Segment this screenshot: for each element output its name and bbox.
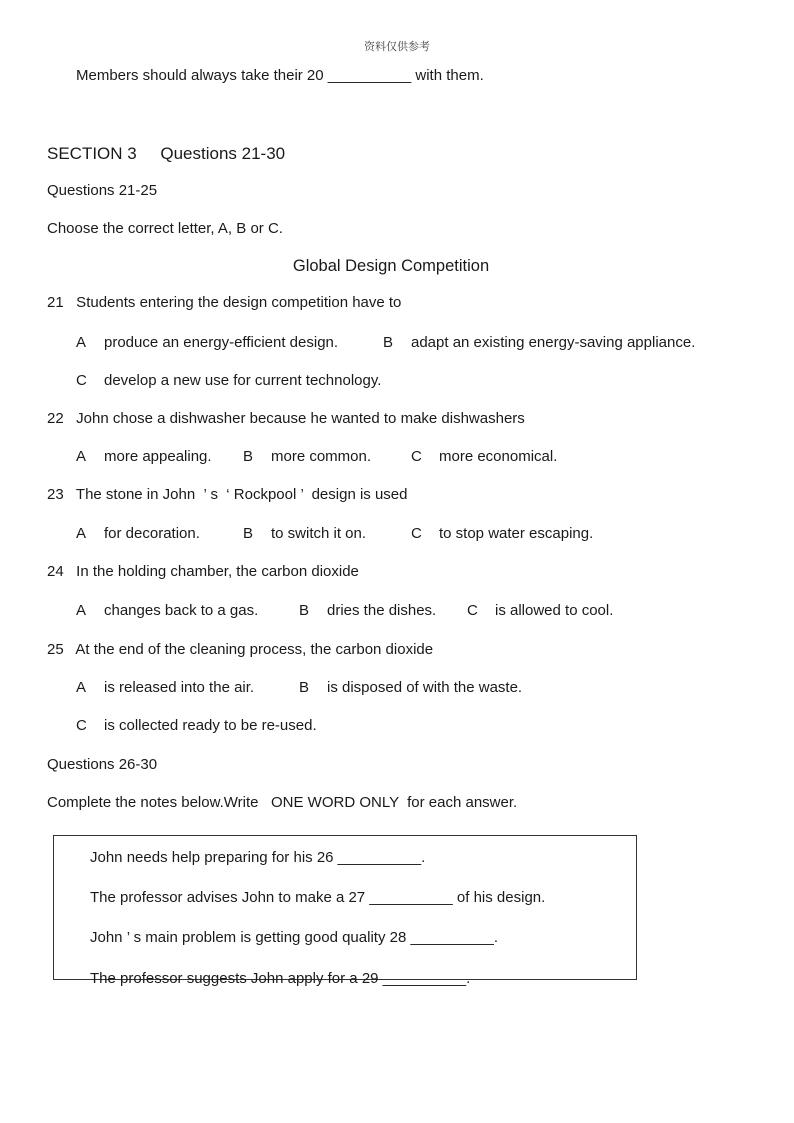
instructions-choose-letter: Choose the correct letter, A, B or C. [47,220,283,237]
option-letter: A [76,448,87,465]
question-24-option-c [467,602,613,619]
questions-26-30-label: Questions 26-30 [47,756,158,773]
question-22-option-c [411,448,557,465]
note-27: The professor advises John to make a 27 __________ of his design. [90,889,546,906]
note-29: The professor suggests John apply for a 29 __________. [90,970,471,987]
option-letter: B [299,602,310,619]
option-letter: C [467,602,478,619]
option-letter: A [76,602,87,619]
question-24-stem: 24 In the holding chamber, the carbon dioxide [47,563,359,580]
question-25-option-b [299,679,522,696]
option-text: more common. [271,448,372,465]
question-23-option-a [76,525,200,542]
question-21-stem: 21 Students entering the design competition have to [47,294,402,311]
option-text: more economical. [439,448,558,465]
option-letter: B [299,679,310,696]
option-text: is released into the air. [104,679,255,696]
option-text: is allowed to cool. [495,602,614,619]
questions-21-25-label: Questions 21-25 [47,182,158,199]
option-text: more appealing. [104,448,212,465]
option-letter: B [243,525,254,542]
question-24-option-a [76,602,258,619]
option-text: to stop water escaping. [439,525,594,542]
question-23-stem: 23 The stone in John ’ s ‘ Rockpool ’ design is used [47,486,408,503]
page-header-watermark: 资料仅供参考 [364,40,430,53]
question-21-option-c [76,372,381,389]
question-22-stem: 22 John chose a dishwasher because he wanted to make dishwashers [47,410,525,427]
question-23-option-c [411,525,593,542]
option-text: dries the dishes. [327,602,437,619]
question-21-option-b [383,334,695,351]
option-text: changes back to a gas. [104,602,259,619]
question-25-option-c [76,717,317,734]
option-text: is collected ready to be re-used. [104,717,317,734]
option-letter: A [76,525,87,542]
option-letter: B [243,448,254,465]
option-text: to switch it on. [271,525,367,542]
section-heading: SECTION 3 Questions 21-30 [47,144,286,163]
question-24-option-b [299,602,436,619]
question-22-option-a [76,448,212,465]
note-26: John needs help preparing for his 26 __________. [90,849,426,866]
option-letter: C [76,372,87,389]
question-25-option-a [76,679,254,696]
option-text: is disposed of with the waste. [327,679,523,696]
instructions-complete-notes: Complete the notes below.Write ONE WORD ONLY for each answer. [47,794,518,811]
option-letter: C [411,448,422,465]
question-20-text: Members should always take their 20 __________ with them. [76,67,484,84]
question-23-option-b [243,525,366,542]
question-21-option-a [76,334,338,351]
option-text: for decoration. [104,525,200,542]
option-text: produce an energy-efficient design. [104,334,339,351]
option-text: develop a new use for current technology. [104,372,382,389]
option-letter: C [411,525,422,542]
competition-title: Global Design Competition [292,257,490,275]
question-25-stem: 25 At the end of the cleaning process, the carbon dioxide [47,641,434,658]
option-letter: B [383,334,394,351]
option-text: adapt an existing energy-saving appliance. [411,334,696,351]
question-22-option-b [243,448,371,465]
option-letter: C [76,717,87,734]
option-letter: A [76,679,87,696]
note-28: John ’ s main problem is getting good quality 28 __________. [90,929,499,946]
option-letter: A [76,334,87,351]
